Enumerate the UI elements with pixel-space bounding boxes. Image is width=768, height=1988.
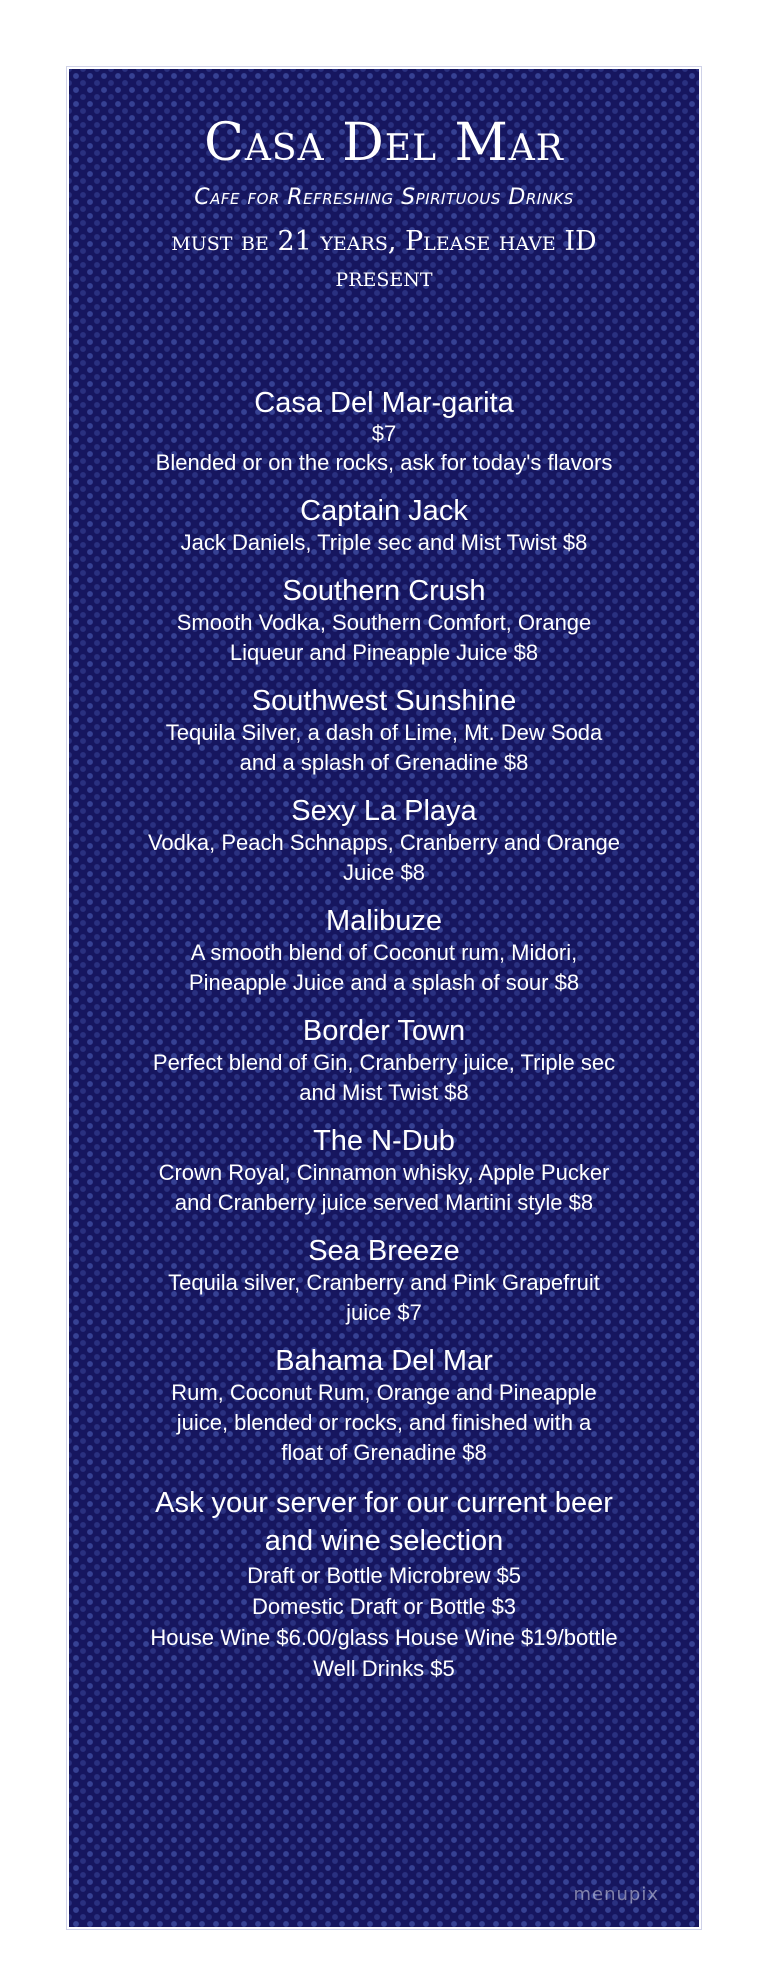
- beer-wine-line: House Wine $6.00/glass House Wine $19/bottle: [150, 1625, 618, 1650]
- drink-name: Malibuze: [325, 905, 443, 937]
- menu-title: Casa Del Mar: [204, 113, 564, 173]
- drink-description: Smooth Vodka, Southern Comfort, Orange Liqueur and Pineapple Juice $8: [176, 610, 592, 665]
- drink-name: Sea Breeze: [308, 1235, 460, 1267]
- drink-item: [69, 386, 699, 478]
- drink-description: Blended or on the rocks, ask for today's flavors: [155, 450, 613, 475]
- drink-name: Border Town: [302, 1015, 466, 1047]
- drink-price: $7: [371, 421, 397, 446]
- menu-tagline: Cafe for Refreshing Spirituous Drinks: [194, 185, 574, 210]
- drink-item: [69, 494, 699, 558]
- menu-panel: [67, 67, 701, 1929]
- drink-name: Casa Del Mar-garita: [254, 387, 514, 419]
- watermark-logo: menupix: [573, 1884, 659, 1905]
- drink-item: [69, 1014, 699, 1108]
- drink-name: Southwest Sunshine: [251, 685, 517, 717]
- drink-name: Captain Jack: [300, 495, 468, 527]
- drink-item: [69, 1234, 699, 1328]
- beer-wine-line: Well Drinks $5: [313, 1656, 455, 1681]
- drink-description: Tequila silver, Cranberry and Pink Grapefruit juice $7: [168, 1270, 600, 1325]
- beer-wine-line: Draft or Bottle Microbrew $5: [247, 1563, 521, 1588]
- drink-description: Jack Daniels, Triple sec and Mist Twist $8: [180, 530, 588, 555]
- drink-list: [69, 386, 699, 1468]
- drink-description: Crown Royal, Cinnamon whisky, Apple Pucker and Cranberry juice served Martini style $8: [158, 1160, 610, 1215]
- drink-item: [69, 1124, 699, 1218]
- drink-description: Rum, Coconut Rum, Orange and Pineapple juice, blended or rocks, and finished with a float of Grenadine $8: [171, 1380, 597, 1465]
- age-notice: must be 21 years, Please have ID present: [171, 226, 597, 293]
- drink-description: Perfect blend of Gin, Cranberry juice, Triple sec and Mist Twist $8: [152, 1050, 616, 1105]
- drink-name: Southern Crush: [282, 575, 486, 607]
- drink-description: Tequila Silver, a dash of Lime, Mt. Dew Soda and a splash of Grenadine $8: [165, 720, 603, 775]
- drink-item: [69, 574, 699, 668]
- drink-item: [69, 1344, 699, 1468]
- drink-description: Vodka, Peach Schnapps, Cranberry and Orange Juice $8: [147, 830, 621, 885]
- beer-wine-line: Domestic Draft or Bottle $3: [251, 1594, 517, 1619]
- beer-wine-heading: Ask your server for our current beer and wine selection: [155, 1487, 613, 1557]
- drink-name: Bahama Del Mar: [275, 1345, 493, 1377]
- drink-name: Sexy La Playa: [291, 795, 477, 827]
- drink-item: [69, 904, 699, 998]
- drink-description: A smooth blend of Coconut rum, Midori, Pineapple Juice and a splash of sour $8: [188, 940, 580, 995]
- drink-item: [69, 684, 699, 778]
- drink-name: The N-Dub: [313, 1125, 455, 1157]
- drink-item: [69, 794, 699, 888]
- beer-wine-section: [69, 1484, 699, 1684]
